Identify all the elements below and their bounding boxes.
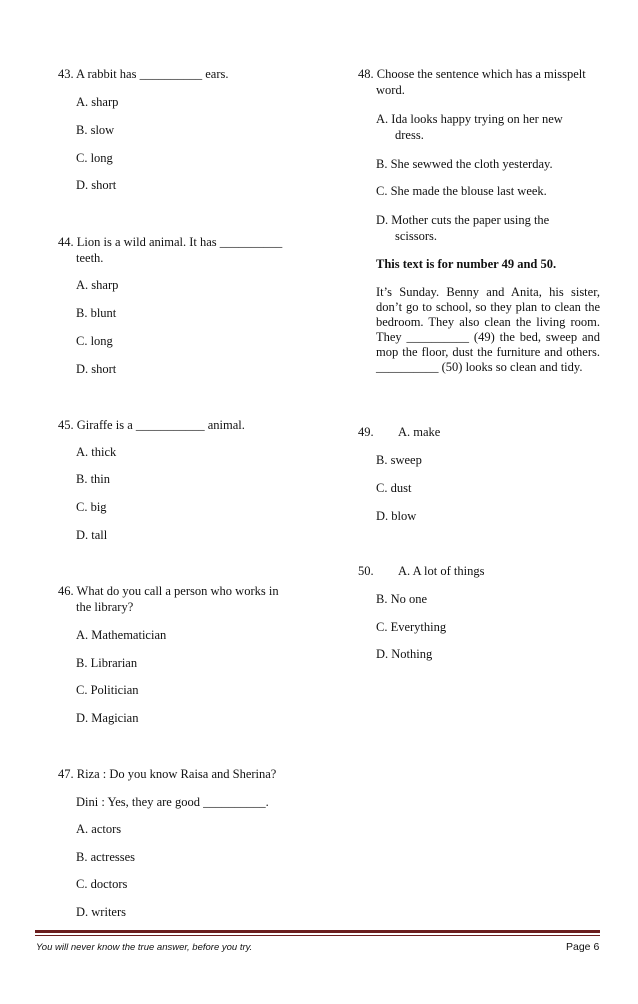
q49-option-c[interactable]: C. dust [376,481,412,495]
q48-stem-line1: 48. Choose the sentence which has a misspelt [358,67,586,81]
q48-stem-line2: word. [376,83,405,97]
q44-option-b[interactable]: B. blunt [76,306,117,320]
q50-option-d[interactable]: D. Nothing [376,647,433,661]
q48-option-b[interactable]: B. She sewwed the cloth yesterday. [376,157,553,171]
q46-option-a[interactable]: A. Mathematician [76,628,167,642]
q48-option-a-line2: dress. [395,128,424,142]
q50-option-b[interactable]: B. No one [376,592,428,606]
q47-option-c[interactable]: C. doctors [76,877,128,891]
q47-dialogue-line1: 47. Riza : Do you know Raisa and Sherina? [58,767,277,781]
q43-option-d[interactable]: D. short [76,178,117,192]
q45-option-d[interactable]: D. tall [76,528,108,542]
passage-text: It’s Sunday. Benny and Anita, his sister, don’t go to school, so they plan to clean the bedroom. They also clean the living room. They __________ (49) the bed, sweep and mop the floor, dust the furniture and others. __________ (50) looks so clean and tidy. [376,285,600,374]
q44-option-d[interactable]: D. short [76,362,117,376]
q47-dialogue-line2: Dini : Yes, they are good __________. [76,795,269,809]
page-number: Page 6 [566,941,600,953]
footer-rule-thin [35,935,600,936]
q48-option-d-line1[interactable]: D. Mother cuts the paper using the [376,213,550,227]
q49-number: 49. [358,425,374,439]
q45-option-b[interactable]: B. thin [76,472,111,486]
q44-stem-line1: 44. Lion is a wild animal. It has __________ [58,235,283,249]
q45-option-a[interactable]: A. thick [76,445,117,459]
q45-option-c[interactable]: C. big [76,500,107,514]
q43-option-c[interactable]: C. long [76,151,113,165]
q46-option-d[interactable]: D. Magician [76,711,139,725]
q47-option-b[interactable]: B. actresses [76,850,136,864]
q46-option-c[interactable]: C. Politician [76,683,139,697]
q46-stem-line2: the library? [76,600,134,614]
q47-option-d[interactable]: D. writers [76,905,126,919]
passage-heading: This text is for number 49 and 50. [376,257,557,271]
q50-number: 50. [358,564,374,578]
q50-option-c[interactable]: C. Everything [376,620,447,634]
q47-option-a[interactable]: A. actors [76,822,122,836]
footer-rule-thick [35,930,600,933]
q49-option-d[interactable]: D. blow [376,509,417,523]
q50-option-a[interactable]: A. A lot of things [398,564,485,578]
q45-stem: 45. Giraffe is a ___________ animal. [58,418,245,432]
q48-option-a-line1[interactable]: A. Ida looks happy trying on her new [376,112,563,126]
q44-option-c[interactable]: C. long [76,334,113,348]
q43-option-b[interactable]: B. slow [76,123,115,137]
footer-motto: You will never know the true answer, before you try. [36,942,253,953]
q48-option-d-line2: scissors. [395,229,438,243]
q43-option-a[interactable]: A. sharp [76,95,119,109]
q44-stem-line2: teeth. [76,251,104,265]
q49-option-b[interactable]: B. sweep [376,453,422,467]
q49-option-a[interactable]: A. make [398,425,441,439]
q43-stem: 43. A rabbit has __________ ears. [58,67,229,81]
q44-option-a[interactable]: A. sharp [76,278,119,292]
q46-stem-line1: 46. What do you call a person who works in [58,584,279,598]
q48-option-c[interactable]: C. She made the blouse last week. [376,184,547,198]
q46-option-b[interactable]: B. Librarian [76,656,138,670]
